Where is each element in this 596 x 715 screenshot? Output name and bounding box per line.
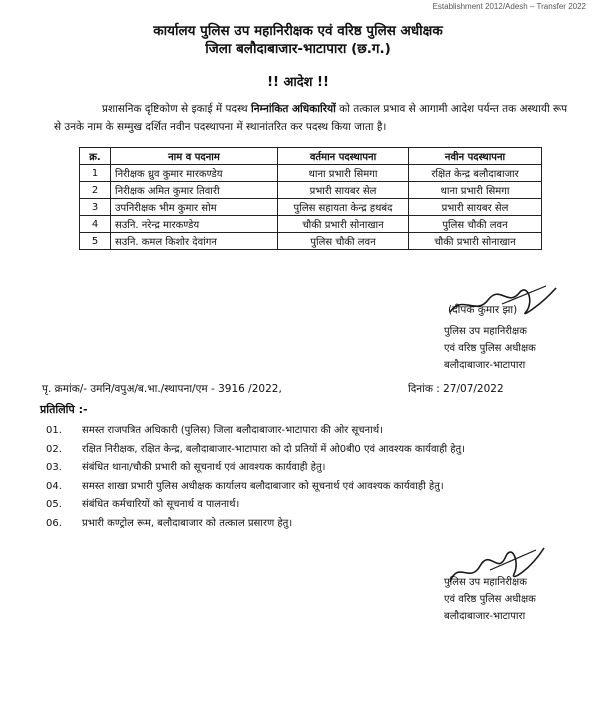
list-item xyxy=(46,496,465,515)
cell-current: थाना प्रभारी सिमगा xyxy=(278,165,409,182)
signatory-block-2 xyxy=(444,574,536,625)
signatory-designation-line: एवं वरिष्ठ पुलिस अधीक्षक xyxy=(444,594,536,605)
header-name: नाम व पदनाम xyxy=(111,148,278,165)
cell-name: निरीक्षक अमित कुमार तिवारी xyxy=(111,182,278,199)
cell-new: चौकी प्रभारी सोनाखान xyxy=(409,233,542,250)
cell-current: चौकी प्रभारी सोनाखान xyxy=(278,216,409,233)
signatory-designation-line: एवं वरिष्ठ पुलिस अधीक्षक xyxy=(444,343,536,354)
cell-new: रक्षित केन्द्र बलौदाबाजार xyxy=(409,165,542,182)
cell-name: उपनिरीक्षक भीम कुमार सोम xyxy=(111,199,278,216)
cell-name: निरीक्षक ध्रुव कुमार मारकण्डेय xyxy=(111,165,278,182)
signatory-block xyxy=(444,323,536,374)
list-item xyxy=(46,515,465,534)
signatory-name: (दीपक कुमार झा) xyxy=(448,304,518,316)
copy-heading: प्रतिलिपि :- xyxy=(40,403,88,416)
office-title-line1: कार्यालय पुलिस उप महानिरीक्षक एवं वरिष्ठ पुलिस अधीक्षक xyxy=(153,23,443,39)
table-header-row xyxy=(80,148,542,165)
item-number: 02. xyxy=(46,443,62,455)
header-current-posting: वर्तमान पदस्थापना xyxy=(278,148,409,165)
reference-number: पृ. क्रमांक/- उमनि/वपुअ/ब.भा./स्थापना/एम - 3916 /2022, xyxy=(42,383,282,395)
table-row xyxy=(80,199,542,216)
signatory-designation-line: बलौदाबाजार-भाटापारा xyxy=(444,611,526,622)
cell-serial: 1 xyxy=(80,165,111,182)
cell-current: पुलिस सहायता केन्द्र हथबंद xyxy=(278,199,409,216)
cell-name: सउनि. नरेन्द्र मारकण्डेय xyxy=(111,216,278,233)
cell-name: सउनि. कमल किशोर देवांगन xyxy=(111,233,278,250)
item-text: समस्त राजपत्रित अधिकारी (पुलिस) जिला बलौदाबाजार-भाटापारा की ओर सूचनार्थ। xyxy=(82,425,383,436)
item-text: रक्षित निरीक्षक, रक्षित केन्द्र, बलौदाबाजार-भाटापारा को दो प्रतियों में ओ0बी0 एवं आवश्यक कार्यवाही हेतु। xyxy=(82,443,466,455)
item-text: समस्त शाखा प्रभारी पुलिस अधीक्षक कार्यालय बलौदाबाजार को सूचनार्थ एवं आवश्यक कार्यवाही हेतु। xyxy=(82,480,444,492)
item-number: 01. xyxy=(46,425,62,436)
list-item xyxy=(46,459,465,478)
order-title: !! आदेश !! xyxy=(267,75,329,90)
watermark-text: Establishment 2012/Adesh – Transfer 2022 xyxy=(432,2,586,11)
office-header xyxy=(0,22,596,58)
office-title-line2: जिला बलौदाबाजार-भाटापारा (छ.ग.) xyxy=(205,41,391,57)
signatory-designation-line: पुलिस उप महानिरीक्षक xyxy=(444,577,527,588)
reference-date: दिनांक : 27/07/2022 xyxy=(408,383,504,395)
table-row xyxy=(80,216,542,233)
item-number: 06. xyxy=(46,517,62,529)
transfer-table xyxy=(79,147,542,250)
item-number: 03. xyxy=(46,462,62,474)
intro-bold: निम्नांकित अधिकारियों xyxy=(250,103,336,115)
header-new-posting: नवीन पदस्थापना xyxy=(409,148,542,165)
cell-serial: 4 xyxy=(80,216,111,233)
cell-current: पुलिस चौकी लवन xyxy=(278,233,409,250)
signatory-designation-line: बलौदाबाजार-भाटापारा xyxy=(444,360,526,371)
cell-serial: 2 xyxy=(80,182,111,199)
cell-serial: 5 xyxy=(80,233,111,250)
cell-current: प्रभारी सायबर सेल xyxy=(278,182,409,199)
copy-list xyxy=(46,422,465,534)
intro-part2: को तत्काल प्रभाव से आगामी आदेश पर्यन्त तक अस्थायी रूप से उनके नाम के सम्मुख दर्शित नवीन पदस्थापना में स्थानांतरित कर पदस्थ किया जाता है। xyxy=(54,103,568,133)
intro-paragraph xyxy=(54,100,574,136)
item-text: संबंधित थाना/चौकी प्रभारी को सूचनार्थ एवं आवश्यक कार्यवाही हेतु। xyxy=(82,462,326,474)
item-number: 05. xyxy=(46,499,62,511)
cell-serial: 3 xyxy=(80,199,111,216)
table-row xyxy=(80,182,542,199)
header-serial: क्र. xyxy=(80,148,111,165)
cell-new: पुलिस चौकी लवन xyxy=(409,216,542,233)
list-item xyxy=(46,422,465,441)
item-number: 04. xyxy=(46,480,62,492)
item-text: प्रभारी कण्ट्रोल रूम, बलौदाबाजार को तत्काल प्रसारण हेतु। xyxy=(82,517,293,529)
list-item xyxy=(46,441,465,460)
table-row xyxy=(80,233,542,250)
cell-new: प्रभारी सायबर सेल xyxy=(409,199,542,216)
cell-new: थाना प्रभारी सिमगा xyxy=(409,182,542,199)
intro-part1: प्रशासनिक दृष्टिकोण से इकाई में पदस्थ xyxy=(102,103,251,115)
item-text: संबंधित कर्मचारियों को सूचनार्थ व पालनार्थ। xyxy=(82,499,240,511)
signatory-designation-line: पुलिस उप महानिरीक्षक xyxy=(444,326,527,337)
list-item xyxy=(46,478,465,497)
table-row xyxy=(80,165,542,182)
